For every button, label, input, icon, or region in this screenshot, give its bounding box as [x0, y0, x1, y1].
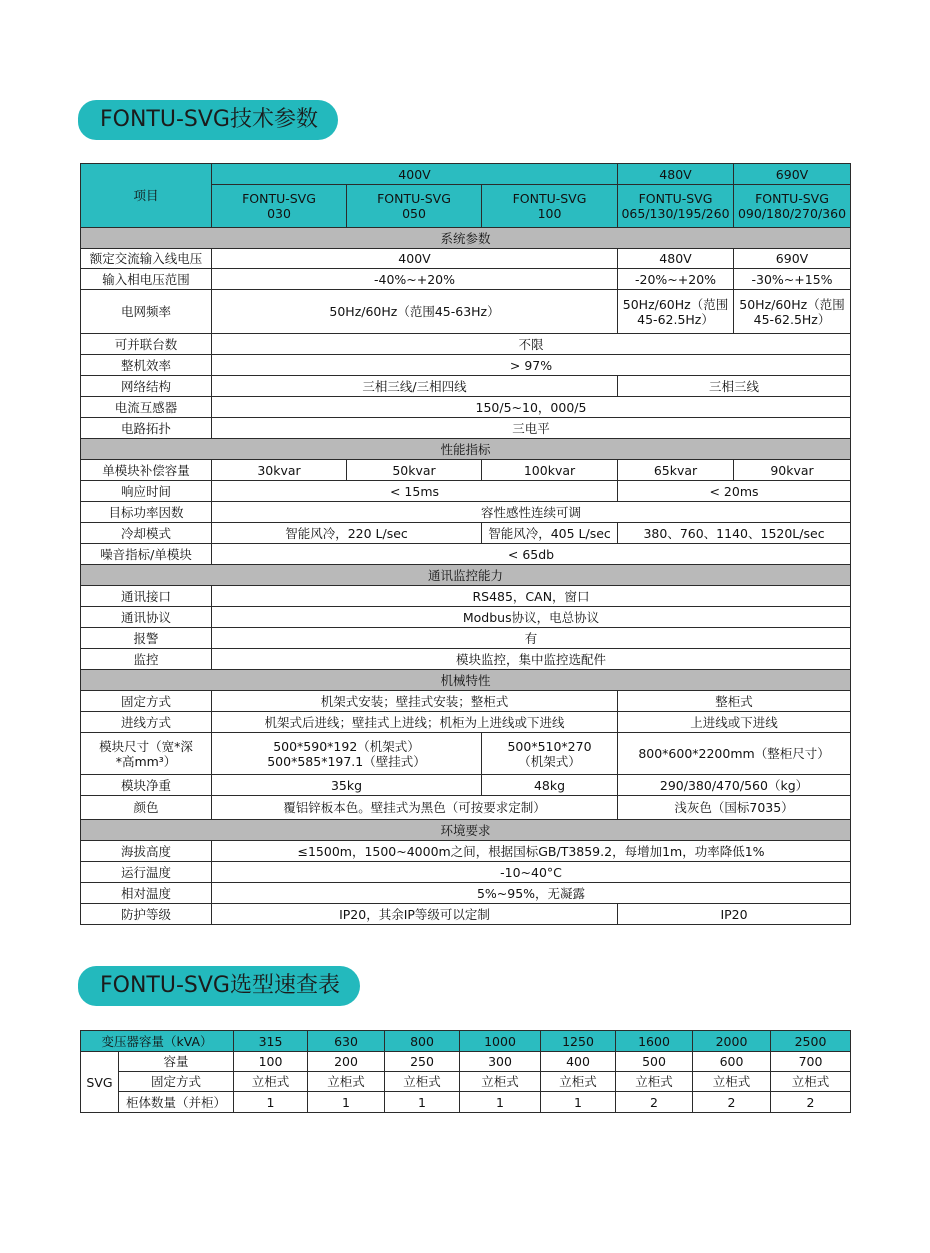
cell: 有 [212, 628, 851, 649]
cell: 三电平 [212, 418, 851, 439]
cell: 50Hz/60Hz（范围 45-62.5Hz） [618, 290, 734, 334]
cell: IP20 [618, 904, 851, 925]
cell: 700 [771, 1052, 851, 1072]
row-label: 网络结构 [81, 376, 212, 397]
model-480: FONTU-SVG 065/130/195/260 [618, 185, 734, 228]
cell: 立柜式 [385, 1072, 460, 1092]
cell: 容性感性连续可调 [212, 502, 851, 523]
cell: 690V [734, 249, 851, 269]
row-label: 电网频率 [81, 290, 212, 334]
cell: 480V [618, 249, 734, 269]
kva-cell: 800 [385, 1031, 460, 1052]
select-title: FONTU-SVG选型速查表 [78, 966, 360, 1006]
cell: 立柜式 [771, 1072, 851, 1092]
kva-cell: 2000 [693, 1031, 771, 1052]
row-label: 报警 [81, 628, 212, 649]
cell: 150/5~10，000/5 [212, 397, 851, 418]
cell: 65kvar [618, 460, 734, 481]
row-label: 颜色 [81, 796, 212, 820]
cell: 立柜式 [693, 1072, 771, 1092]
row-label: 相对温度 [81, 883, 212, 904]
cell: 1 [385, 1092, 460, 1113]
voltage-480: 480V [618, 164, 734, 185]
row-label: 响应时间 [81, 481, 212, 502]
row-label: 海拔高度 [81, 841, 212, 862]
row-label: 防护等级 [81, 904, 212, 925]
cell: 500*590*192（机架式） 500*585*197.1（壁挂式） [212, 733, 482, 775]
row-label: 柜体数量（并柜） [119, 1092, 234, 1113]
spec-table [80, 163, 851, 925]
row-label: 进线方式 [81, 712, 212, 733]
row-label: 容量 [119, 1052, 234, 1072]
svg-group-label: SVG [81, 1052, 119, 1113]
cell: 50Hz/60Hz（范围 45-62.5Hz） [734, 290, 851, 334]
row-label: 固定方式 [81, 691, 212, 712]
cell: < 65db [212, 544, 851, 565]
cell: 400 [541, 1052, 616, 1072]
cell: 380、760、1140、1520L/sec [618, 523, 851, 544]
kva-cell: 315 [234, 1031, 308, 1052]
cell: 覆铝锌板本色。壁挂式为黑色（可按要求定制） [212, 796, 618, 820]
row-label: 输入相电压范围 [81, 269, 212, 290]
row-label: 运行温度 [81, 862, 212, 883]
cell: RS485，CAN，窗口 [212, 586, 851, 607]
cell: 200 [308, 1052, 385, 1072]
cell: 500 [616, 1052, 693, 1072]
row-label: 可并联台数 [81, 334, 212, 355]
cell: 100kvar [482, 460, 618, 481]
model-050: FONTU-SVG 050 [347, 185, 482, 228]
model-690: FONTU-SVG 090/180/270/360 [734, 185, 851, 228]
cell: 400V [212, 249, 618, 269]
row-label: 单模块补偿容量 [81, 460, 212, 481]
cell: -30%~+15% [734, 269, 851, 290]
cell: 浅灰色（国标7035） [618, 796, 851, 820]
cell: 600 [693, 1052, 771, 1072]
cell: 1 [460, 1092, 541, 1113]
row-label: 模块尺寸（宽*深 *高mm³） [81, 733, 212, 775]
cell: -10~40°C [212, 862, 851, 883]
cell: 5%~95%，无凝露 [212, 883, 851, 904]
cell: 35kg [212, 775, 482, 796]
cell: 290/380/470/560（kg） [618, 775, 851, 796]
cell: 30kvar [212, 460, 347, 481]
cell: -40%~+20% [212, 269, 618, 290]
cell: 50kvar [347, 460, 482, 481]
cell: ≤1500m，1500~4000m之间，根据国标GB/T3859.2，每增加1m，功率降低1% [212, 841, 851, 862]
cell: 500*510*270 （机架式） [482, 733, 618, 775]
cell: 50Hz/60Hz（范围45-63Hz） [212, 290, 618, 334]
row-label: 额定交流输入线电压 [81, 249, 212, 269]
cell: 智能风冷，220 L/sec [212, 523, 482, 544]
cell: 1 [234, 1092, 308, 1113]
cell: > 97% [212, 355, 851, 376]
kva-header: 变压器容量（kVA） [81, 1031, 234, 1052]
cell: Modbus协议，电总协议 [212, 607, 851, 628]
cell: 机架式安装；壁挂式安装；整柜式 [212, 691, 618, 712]
cell: 三相三线 [618, 376, 851, 397]
row-label: 电流互感器 [81, 397, 212, 418]
cell: < 15ms [212, 481, 618, 502]
row-label: 通讯协议 [81, 607, 212, 628]
cell: < 20ms [618, 481, 851, 502]
cell: 智能风冷，405 L/sec [482, 523, 618, 544]
kva-cell: 2500 [771, 1031, 851, 1052]
spec-title: FONTU-SVG技术参数 [78, 100, 338, 140]
model-100: FONTU-SVG 100 [482, 185, 618, 228]
voltage-400: 400V [212, 164, 618, 185]
row-label: 通讯接口 [81, 586, 212, 607]
cell: 2 [771, 1092, 851, 1113]
section-communication: 通讯监控能力 [81, 565, 851, 586]
kva-cell: 1600 [616, 1031, 693, 1052]
cell: 模块监控，集中监控选配件 [212, 649, 851, 670]
cell: 2 [616, 1092, 693, 1113]
kva-cell: 630 [308, 1031, 385, 1052]
row-label: 监控 [81, 649, 212, 670]
cell: 1 [541, 1092, 616, 1113]
cell: 48kg [482, 775, 618, 796]
cell: 90kvar [734, 460, 851, 481]
section-environment: 环境要求 [81, 820, 851, 841]
cell: 不限 [212, 334, 851, 355]
cell: 100 [234, 1052, 308, 1072]
kva-cell: 1250 [541, 1031, 616, 1052]
row-label: 冷却模式 [81, 523, 212, 544]
cell: 整柜式 [618, 691, 851, 712]
cell: 300 [460, 1052, 541, 1072]
section-system: 系统参数 [81, 228, 851, 249]
row-label: 模块净重 [81, 775, 212, 796]
cell: 立柜式 [308, 1072, 385, 1092]
cell: 立柜式 [234, 1072, 308, 1092]
model-030: FONTU-SVG 030 [212, 185, 347, 228]
voltage-690: 690V [734, 164, 851, 185]
cell: 立柜式 [541, 1072, 616, 1092]
item-header: 项目 [81, 164, 212, 228]
cell: 2 [693, 1092, 771, 1113]
selection-table [80, 1030, 851, 1113]
row-label: 固定方式 [119, 1072, 234, 1092]
row-label: 目标功率因数 [81, 502, 212, 523]
cell: 机架式后进线；壁挂式上进线；机柜为上进线或下进线 [212, 712, 618, 733]
row-label: 整机效率 [81, 355, 212, 376]
cell: 800*600*2200mm（整柜尺寸） [618, 733, 851, 775]
cell: 上进线或下进线 [618, 712, 851, 733]
cell: 立柜式 [616, 1072, 693, 1092]
cell: 1 [308, 1092, 385, 1113]
row-label: 噪音指标/单模块 [81, 544, 212, 565]
row-label: 电路拓扑 [81, 418, 212, 439]
section-performance: 性能指标 [81, 439, 851, 460]
cell: -20%~+20% [618, 269, 734, 290]
cell: 立柜式 [460, 1072, 541, 1092]
cell: IP20，其余IP等级可以定制 [212, 904, 618, 925]
section-mechanical: 机械特性 [81, 670, 851, 691]
kva-cell: 1000 [460, 1031, 541, 1052]
cell: 250 [385, 1052, 460, 1072]
cell: 三相三线/三相四线 [212, 376, 618, 397]
